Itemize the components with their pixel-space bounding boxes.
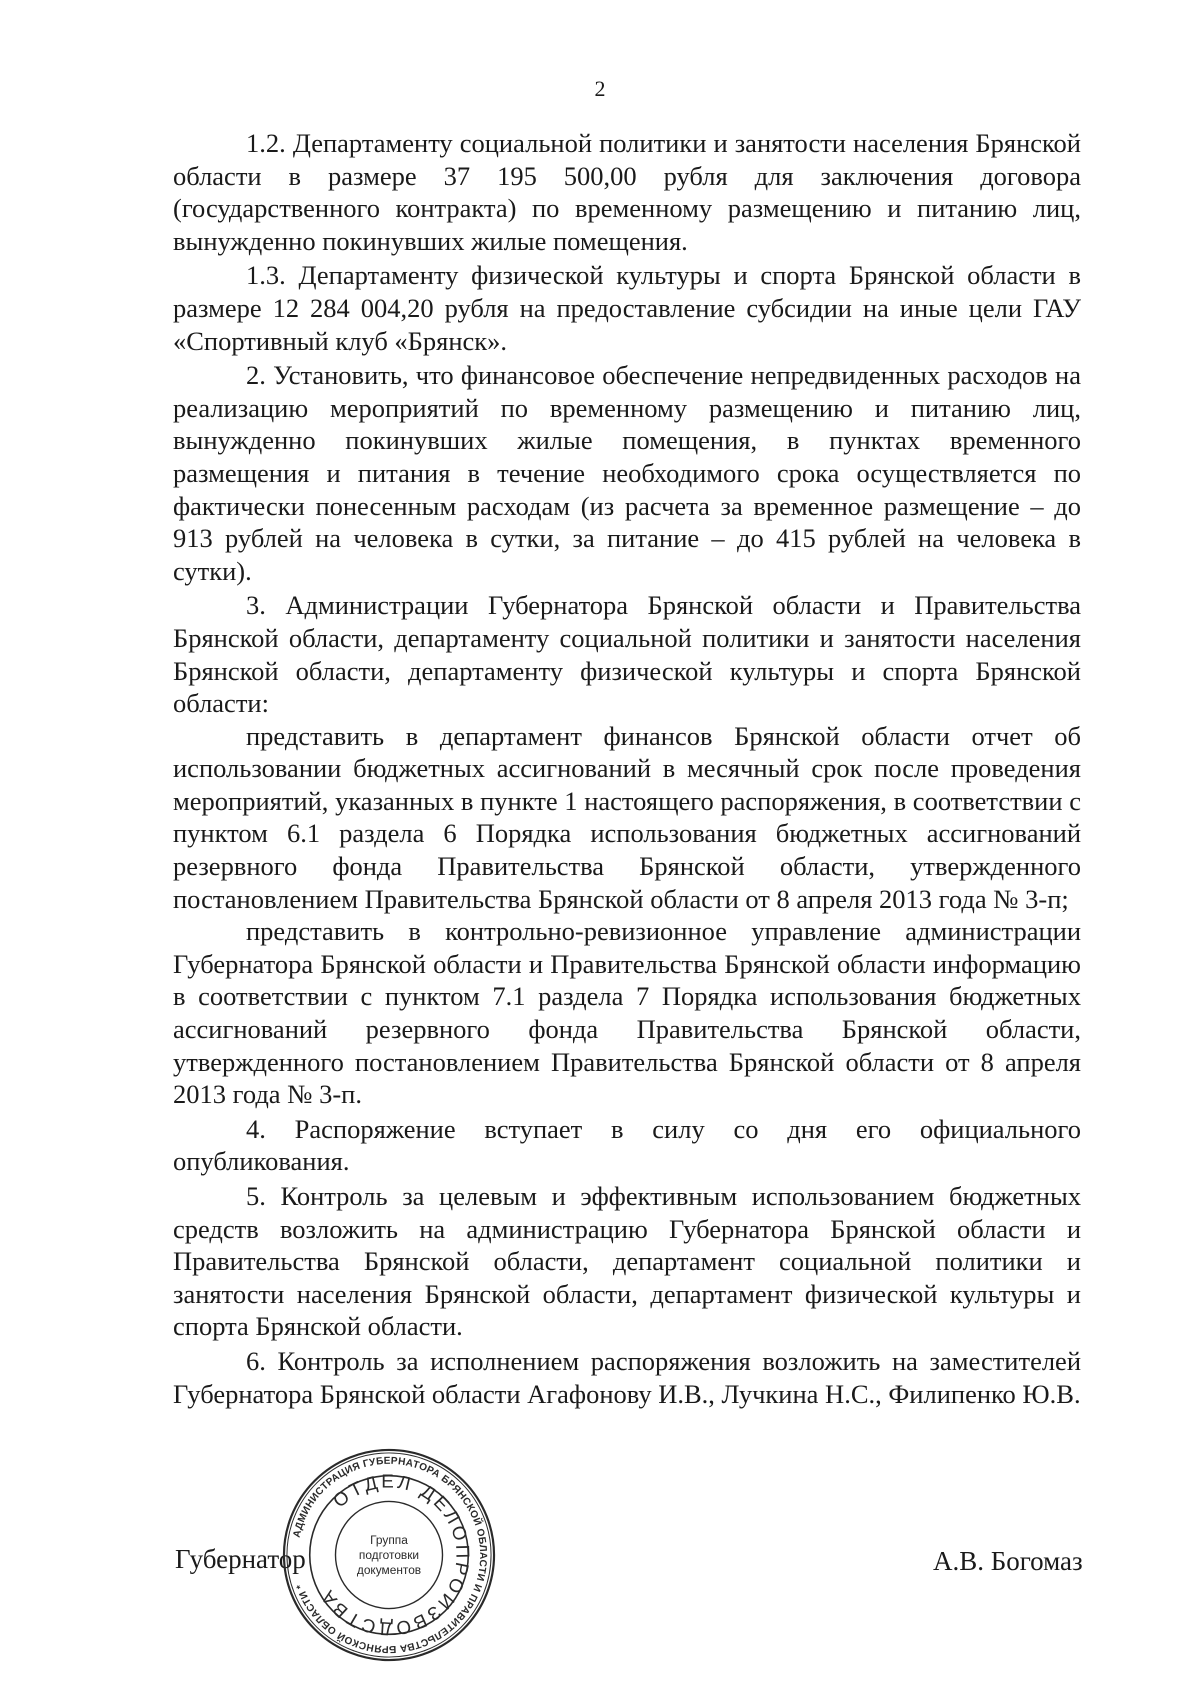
signatory-name: А.В. Богомаз <box>933 1546 1083 1576</box>
paragraph-4: 4. Распоряжение вступает в силу со дня его официального опубликования. <box>173 1113 1081 1177</box>
paragraph-3-information: представить в контрольно-ревизионное управление администрации Губернатора Брянской области и Правительства Брянской области информацию в соответствии с пунктом 7.1 раздела 7 Порядка использования бюджетных ассигнований резервного фонда Правительства Брянской области, утвержденного постановлением Правительства Брянской области от 8 апреля 2013 года № 3-п. <box>173 916 1081 1110</box>
stamp-middle-text: ОТДЕЛ ДЕЛОПРОИЗВОДСТВА <box>315 1470 474 1640</box>
official-stamp <box>280 1446 498 1664</box>
paragraph-1-3: 1.3. Департаменту физической культуры и спорта Брянской области в размере 12 284 004,20 рубля на предоставление субсидии на иные цели ГАУ «Спортивный клуб «Брянск». <box>173 260 1081 356</box>
signatory-position: Губернатор <box>175 1544 306 1574</box>
stamp-center-line-3: документов <box>356 1562 422 1577</box>
paragraph-2: 2. Установить, что финансовое обеспечение непредвиденных расходов на реализацию мероприятий по временному размещению и питанию лиц, вынужденно покинувших жилые помещения, в пунктах временного размещения и питания в течение необходимого срока осуществляется по фактически понесенным расходам (из расчета за временное размещение – до 913 рублей на человека в сутки, за питание – до 415 рублей на человека в сутки). <box>173 360 1081 586</box>
paragraph-6: 6. Контроль за исполнением распоряжения возложить на заместителей Губернатора Брянской области Агафонову И.В., Лучкина Н.С., Филипенко Ю.В. <box>173 1345 1081 1409</box>
paragraph-1-2: 1.2. Департаменту социальной политики и занятости населения Брянской области в размере 37 195 500,00 рубля для заключения договора (государственного контракта) по временному размещению и питанию лиц, вынужденно покинувших жилые помещения. <box>173 128 1081 256</box>
paragraph-3: 3. Администрации Губернатора Брянской области и Правительства Брянской области, департаменту социальной политики и занятости населения Брянской области, департаменту физической культуры и спорта Брянской области: <box>173 590 1081 719</box>
paragraph-5: 5. Контроль за целевым и эффективным использованием бюджетных средств возложить на администрацию Губернатора Брянской области и Правительства Брянской области, департамент социальной политики и занятости населения Брянской области, департамент физической культуры и спорта Брянской области. <box>173 1181 1081 1342</box>
page-number: 2 <box>594 76 606 101</box>
stamp-center-line-2: подготовки <box>358 1547 420 1562</box>
stamp-outer-text: АДМИНИСТРАЦИЯ ГУБЕРНАТОРА БРЯНСКОЙ ОБЛАСТИ И ПРАВИТЕЛЬСТВА БРЯНСКОЙ ОБЛАСТИ * <box>291 1455 489 1655</box>
paragraph-3-report: представить в департамент финансов Брянской области отчет об использовании бюджетных ассигнований в месячный срок после проведения мероприятий, указанных в пункте 1 настоящего распоряжения, в соответствии с пунктом 6.1 раздела 6 Порядка использования бюджетных ассигнований резервного фонда Правительства Брянской области, утвержденного постановлением Правительства Брянской области от 8 апреля 2013 года № 3-п; <box>173 720 1081 914</box>
document-body <box>173 127 1081 1412</box>
stamp-center-line-1: Группа <box>370 1533 408 1548</box>
